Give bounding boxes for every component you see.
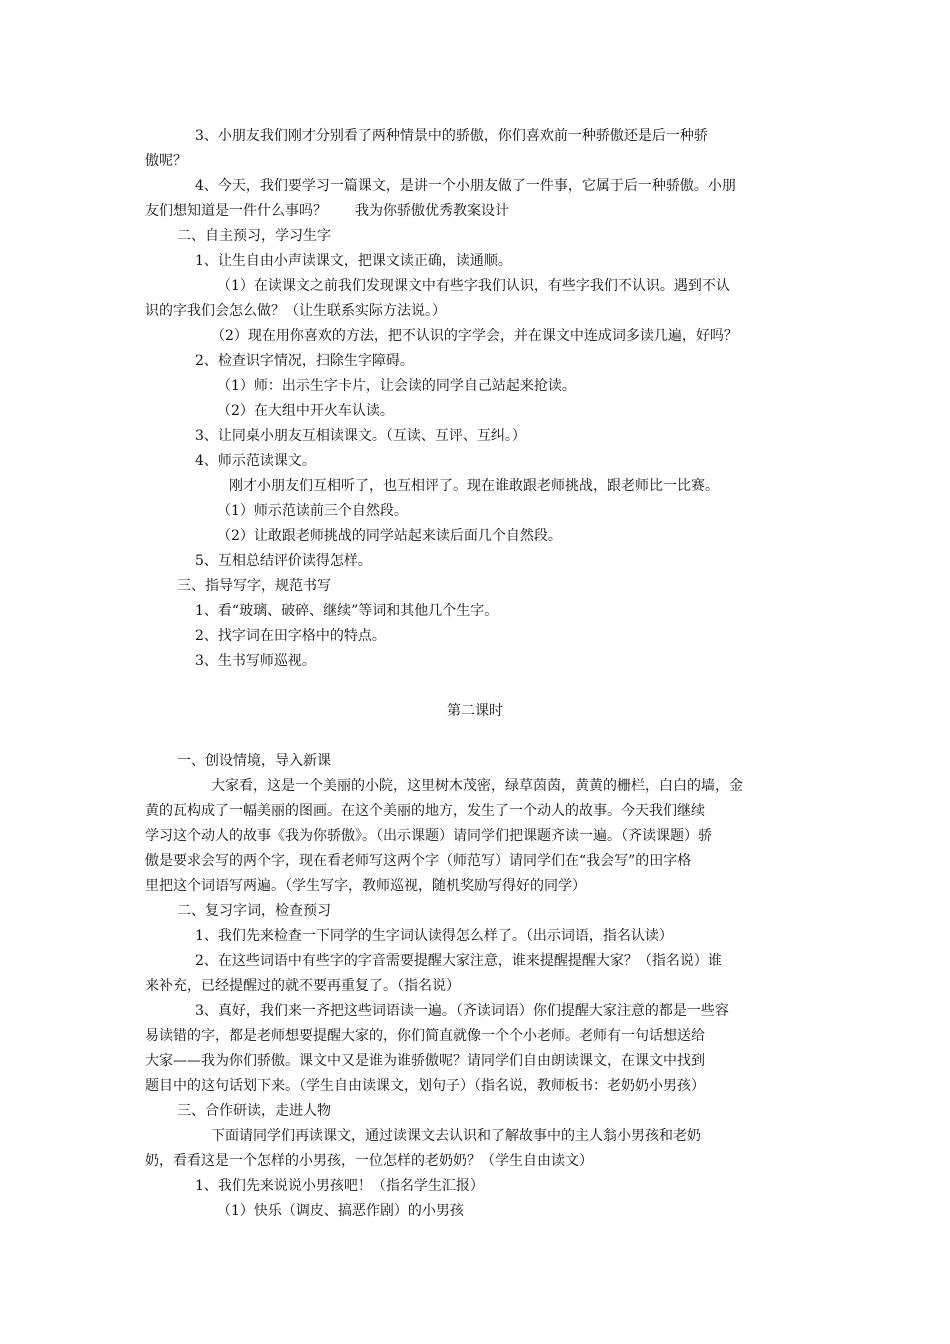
paragraph-line: 大家看，这是一个美丽的小院，这里树木茂密，绿草茵茵，黄黄的栅栏，白白的墙，金 bbox=[211, 778, 743, 794]
list-item: 1、看“玻璃、破碎、继续”等词和其他几个生字。 bbox=[195, 603, 499, 619]
list-item: 5、互相总结评价读得怎样。 bbox=[195, 553, 372, 569]
paragraph-line: 傲是要求会写的两个字，现在看老师写这两个字（师范写）请同学们在“我会写”的田字格 bbox=[145, 853, 692, 869]
paragraph-line: 傲呢？ bbox=[145, 153, 187, 169]
paragraph-line: 3、真好，我们来一齐把这些词语读一遍。（齐读词语）你们提醒大家注意的都是一些容 bbox=[195, 1003, 729, 1019]
list-item: 3、生书写师巡视。 bbox=[195, 653, 316, 669]
paragraph-line: 下面请同学们再读课文，通过读课文去认识和了解故事中的主人翁小男孩和老奶 bbox=[211, 1128, 701, 1144]
list-item: （1）师：出示生字卡片，让会读的同学自己站起来抢读。 bbox=[217, 378, 576, 394]
list-item: 2、找字词在田字格中的特点。 bbox=[195, 628, 386, 644]
list-item: （1）师示范读前三个自然段。 bbox=[217, 503, 408, 519]
list-item: 2、检查识字情况，扫除生字障碍。 bbox=[195, 353, 414, 369]
section-heading: 一、创设情境，导入新课 bbox=[177, 753, 331, 769]
paragraph-line: （1）在读课文之前我们发现课文中有些字我们认识，有些字我们不认识。遇到不认 bbox=[217, 278, 730, 294]
paragraph-line: 黄的瓦构成了一幅美丽的图画。在这个美丽的地方，发生了一个动人的故事。今天我们继续 bbox=[145, 803, 705, 819]
paragraph-line: 刚才小朋友们互相听了，也互相评了。现在谁敢跟老师挑战，跟老师比一比赛。 bbox=[229, 478, 719, 494]
paragraph-line: 题目中的这句话划下来。（学生自由读课文，划句子）（指名说，教师板书：老奶奶小男孩） bbox=[145, 1078, 705, 1094]
paragraph-line: 友们想知道是一件什么事吗？ 我为你骄傲优秀教案设计 bbox=[145, 203, 509, 219]
paragraph-line: 学习这个动人的故事《我为你骄傲》。（出示课题）请同学们把课题齐读一遍。（齐读课题）骄 bbox=[145, 828, 712, 844]
paragraph-line: 里把这个词语写两遍。（学生写字，教师巡视，随机奖励写得好的同学） bbox=[145, 878, 586, 894]
section-heading: 二、自主预习，学习生字 bbox=[177, 228, 331, 244]
paragraph-line: 4、今天，我们要学习一篇课文，是讲一个小朋友做了一件事，它属于后一种骄傲。小朋 bbox=[195, 178, 736, 194]
list-item: 1、让生自由小声读课文，把课文读正确，读通顺。 bbox=[195, 253, 512, 269]
section-heading: 三、指导写字，规范书写 bbox=[177, 578, 331, 594]
list-item: 3、让同桌小朋友互相读课文。（互读、互评、互纠。） bbox=[195, 428, 526, 444]
paragraph-line: （2）现在用你喜欢的方法，把不认识的字学会，并在课文中连成词多读几遍，好吗？ bbox=[211, 328, 738, 344]
paragraph-line: 1、我们先来检查一下同学的生字词认读得怎么样了。（出示词语，指名认读） bbox=[195, 928, 673, 944]
list-item: 1、我们先来说说小男孩吧！（指名学生汇报） bbox=[195, 1178, 484, 1194]
list-item: 4、师示范读课文。 bbox=[195, 453, 316, 469]
paragraph-line: 大家——我为你们骄傲。课文中又是谁为谁骄傲呢？请同学们自由朗读课文，在课文中找到 bbox=[145, 1053, 705, 1069]
list-item: （1）快乐（调皮、搞恶作剧）的小男孩 bbox=[217, 1203, 464, 1219]
section-heading: 三、合作研读，走进人物 bbox=[177, 1103, 331, 1119]
lesson-title: 第二课时 bbox=[447, 703, 503, 719]
section-heading: 二、复习字词，检查预习 bbox=[177, 903, 331, 919]
paragraph-line: 易读错的字，都是老师想要提醒大家的，你们简直就像一个个小老师。老师有一句话想送给 bbox=[145, 1028, 705, 1044]
paragraph-line: 3、小朋友我们刚才分别看了两种情景中的骄傲，你们喜欢前一种骄傲还是后一种骄 bbox=[195, 128, 708, 144]
paragraph-line: 2、在这些词语中有些字的字音需要提醒大家注意，谁来提醒提醒大家？（指名说）谁 bbox=[195, 953, 722, 969]
list-item: （2）让敢跟老师挑战的同学站起来读后面几个自然段。 bbox=[217, 528, 562, 544]
paragraph-line: 来补充，已经提醒过的就不要再重复了。（指名说） bbox=[145, 978, 460, 994]
paragraph-line: 奶，看看这是一个怎样的小男孩，一位怎样的老奶奶？（学生自由读文） bbox=[145, 1153, 593, 1169]
paragraph-line: 识的字我们会怎么做？（让生联系实际方法说。） bbox=[145, 303, 446, 319]
list-item: （2）在大组中开火车认读。 bbox=[217, 403, 394, 419]
